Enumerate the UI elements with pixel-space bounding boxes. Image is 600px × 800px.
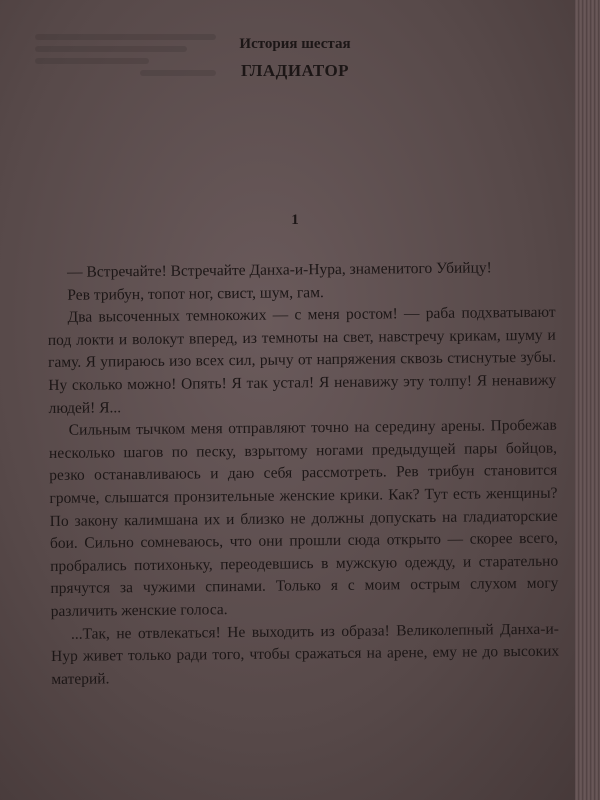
chapter-title: ГЛАДИАТОР xyxy=(240,61,350,80)
section-number: 1 xyxy=(291,212,299,228)
story-header xyxy=(0,34,584,82)
paragraph: ...Так, не отвлекаться! Не выходить из образа! Великолепный Данха-и-Нур живет только ради того, чтобы сражаться на арене, ему не до высоких материй. xyxy=(51,620,560,688)
page-edge xyxy=(575,0,600,800)
paragraph: Рев трибун, топот ног, свист, шум, гам. xyxy=(67,283,324,304)
body-text xyxy=(47,257,559,692)
paragraph: Сильным тычком меня отправляют точно на середину арены. Пробежав несколько шагов по песку, взрытому ногами предыдущей пары бойцов, резко останавливаюсь и даю себя рассмотреть. Рев трибун становится громче, слышатся пронзительные женские крики. Как? Тут есть женщины? По закону калимшана их и близко не должны допускать на гладиаторские бои. Сильно сомневаюсь, что они прошли сюда открыто — скорее всего, пробрались потихоньку, переодевшись в мужскую одежду, и старательно прячутся за чужими спинами. Только я с моим острым слухом могу различить женские голоса. xyxy=(48,416,559,620)
story-title: История шестая xyxy=(239,36,351,52)
paragraph: Два высоченных темнокожих — с меня ростом! — раба подхватывают под локти и волокут вперед, из темноты на свет, навстречу крикам, шуму и гаму. Я упираюсь изо всех сил, рычу от напряжения сквозь стиснутые зубы. Ну сколько можно! Опять! Я так устал! Я ненавижу эту толпу! Я ненавижу людей! Я... xyxy=(47,303,557,417)
paragraph: — Встречайте! Встречайте Данха-и-Нура, знаменитого Убийцу! xyxy=(67,259,492,281)
